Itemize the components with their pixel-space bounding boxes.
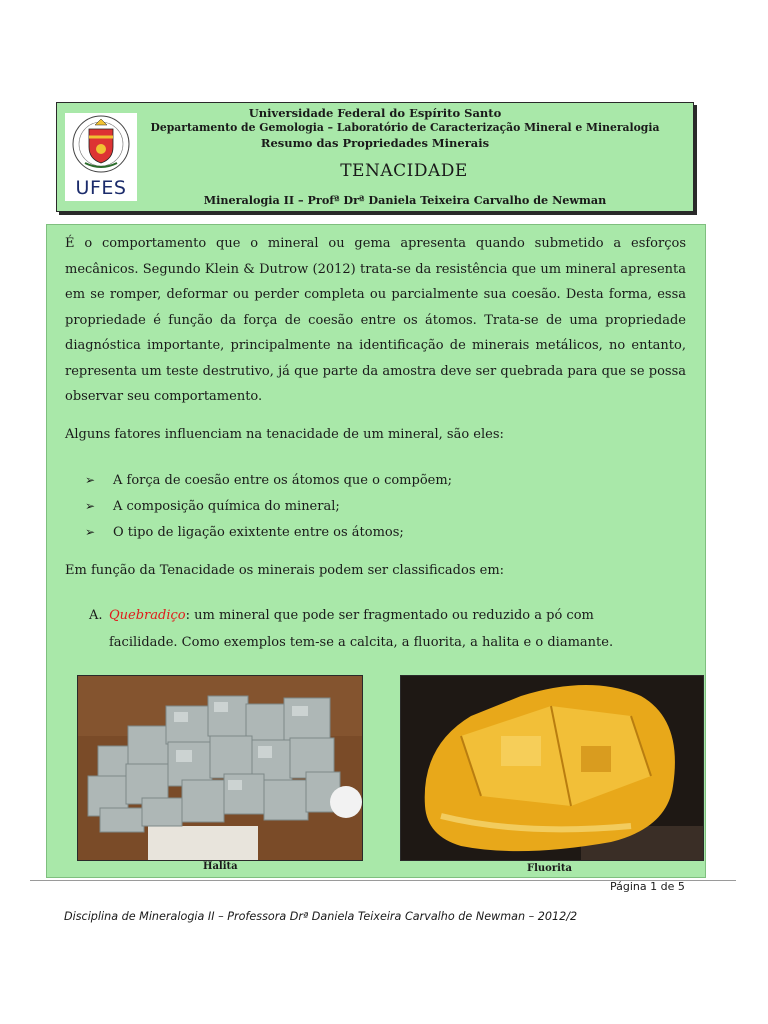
logo-text: UFES bbox=[75, 177, 127, 199]
fluorita-caption: Fluorita bbox=[527, 863, 573, 874]
factors-list bbox=[85, 467, 452, 545]
halita-photo bbox=[77, 675, 363, 861]
item-letter: A. bbox=[89, 608, 103, 623]
list-item: ➢ A composição química do mineral; bbox=[85, 493, 452, 519]
summary-label: Resumo das Propriedades Minerais bbox=[260, 136, 490, 150]
department-name: Departamento de Gemologia – Laboratório de Caracterização Mineral e Mineralogia bbox=[150, 121, 660, 134]
arrow-bullet-icon: ➢ bbox=[85, 499, 96, 513]
university-name: Universidade Federal do Espírito Santo bbox=[248, 106, 502, 120]
course-line: Mineralogia II – Profª Drª Daniela Teixeira Carvalho de Newman bbox=[203, 193, 607, 207]
halita-caption: Halita bbox=[203, 861, 238, 872]
arrow-bullet-icon: ➢ bbox=[85, 525, 96, 539]
footer-text: Disciplina de Mineralogia II – Professora Drª Daniela Teixeira Carvalho de Newman – 2012/2 bbox=[64, 910, 578, 923]
fluorita-photo bbox=[400, 675, 704, 861]
item-text-line2: facilidade. Como exemplos tem-se a calcita, a fluorita, a halita e o diamante. bbox=[109, 635, 614, 650]
intro-paragraph: É o comportamento que o mineral ou gema apresenta quando submetido a esforços mecânicos. Segundo Klein & Dutrow (2012) trata-se da resistência que um mineral apresenta em se romper, deformar ou perder completa ou parcialmente sua coesão. Desta forma, essa propriedade é função da força de coesão entre os átomos. Trata-se de uma propriedade diagnóstica importante, principalmente na identificação de minerais metálicos, no entanto, representa um teste destrutivo, já que parte da amostra deve ser quebrada para que se possa observar seu comportamento. bbox=[65, 236, 686, 404]
classification-item-a bbox=[89, 602, 613, 656]
document-header bbox=[56, 102, 694, 212]
arrow-bullet-icon: ➢ bbox=[85, 473, 96, 487]
list-item: ➢ O tipo de ligação exixtente entre os átomos; bbox=[85, 519, 452, 545]
classification-intro: Em função da Tenacidade os minerais podem ser classificados em: bbox=[65, 563, 505, 578]
item-term: Quebradiço bbox=[109, 608, 186, 623]
list-item: ➢ A força de coesão entre os átomos que o compõem; bbox=[85, 467, 452, 493]
item-text-line1: : um mineral que pode ser fragmentado ou reduzido a pó com bbox=[185, 608, 594, 623]
page-title: TENACIDADE bbox=[340, 161, 468, 181]
content-panel bbox=[46, 224, 706, 878]
page-number: Página 1 de 5 bbox=[610, 880, 685, 893]
factors-intro: Alguns fatores influenciam na tenacidade de um mineral, são eles: bbox=[65, 427, 504, 442]
